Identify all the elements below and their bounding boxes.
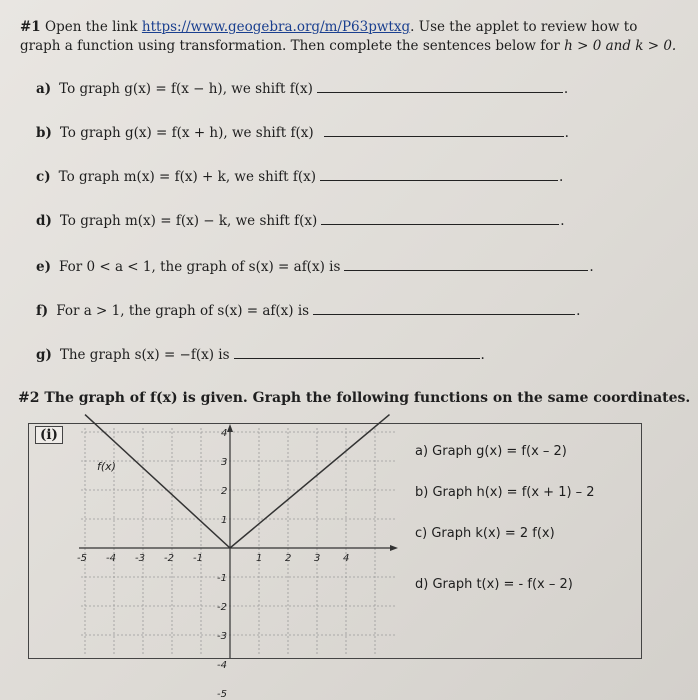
problem-1-condition: h > 0 and k > 0.: [564, 38, 677, 54]
item-end: .: [480, 347, 485, 363]
coordinate-plane[interactable]: [77, 424, 399, 700]
item-label: b): [36, 125, 52, 141]
curve-label: f(x): [97, 460, 116, 473]
answer-blank[interactable]: [320, 168, 558, 181]
problem-1-instructions: [20, 18, 680, 56]
x-tick-labels: [77, 553, 349, 564]
item-label: g): [36, 347, 52, 363]
answer-blank[interactable]: [321, 212, 559, 225]
item-label: e): [36, 259, 51, 275]
item-end: .: [576, 303, 581, 319]
x-tick-label: 1: [256, 553, 263, 564]
sentence-b: [36, 124, 569, 141]
answer-blank[interactable]: [313, 302, 575, 315]
part-label: (i): [35, 426, 63, 444]
x-tick-label: -4: [106, 553, 116, 564]
item-end: .: [564, 125, 569, 141]
item-end: .: [563, 81, 569, 97]
y-tick-label: -4: [217, 660, 227, 671]
sentence-g: [36, 346, 485, 363]
x-tick-label: -2: [164, 553, 174, 564]
item-text: For a > 1, the graph of s(x) = af(x) is: [56, 303, 310, 319]
y-tick-labels: [217, 428, 227, 700]
x-tick-label: -1: [193, 553, 203, 564]
y-tick-label: -1: [217, 573, 227, 584]
sentence-c: [36, 168, 563, 185]
item-text: For 0 < a < 1, the graph of s(x) = af(x) is: [58, 259, 341, 275]
x-tick-label: -3: [135, 553, 145, 564]
item-label: a): [36, 81, 52, 97]
answer-blank[interactable]: [324, 124, 564, 137]
item-text: To graph g(x) = f(x + h), we shift f(x): [59, 125, 314, 141]
item-label: f): [36, 303, 49, 319]
task-d: d) Graph t(x) = - f(x – 2): [415, 577, 573, 592]
y-tick-label: 1: [221, 515, 228, 526]
task-b: b) Graph h(x) = f(x + 1) – 2: [415, 485, 595, 500]
problem-1-text-after: . Use the applet to review how to graph a function using transformation. Then complete the sentences below for: [20, 19, 638, 54]
sentence-d: [36, 212, 565, 229]
x-tick-label: -5: [77, 553, 87, 564]
y-tick-label: 2: [221, 486, 228, 497]
item-text: The graph s(x) = −f(x) is: [59, 347, 230, 363]
y-tick-label: -5: [217, 689, 227, 700]
y-tick-label: -3: [217, 631, 227, 642]
sentence-e: [36, 258, 594, 275]
item-label: d): [36, 213, 52, 229]
item-text: To graph m(x) = f(x) − k, we shift f(x): [59, 213, 318, 229]
problem-2-heading: #2 The graph of f(x) is given. Graph the following functions on the same coordinates.: [18, 390, 691, 406]
y-tick-label: 4: [221, 428, 228, 439]
item-text: To graph g(x) = f(x − h), we shift f(x): [59, 81, 313, 97]
sentence-a: [36, 80, 568, 97]
task-c: c) Graph k(x) = 2 f(x): [415, 526, 555, 541]
x-tick-label: 4: [343, 553, 350, 564]
x-tick-label: 2: [285, 553, 292, 564]
sentence-f: [36, 302, 580, 319]
geogebra-link[interactable]: https://www.geogebra.org/m/P63pwtxg: [141, 19, 411, 35]
problem-1-text-before: Open the link: [45, 19, 142, 35]
answer-blank[interactable]: [317, 80, 563, 93]
item-end: .: [559, 169, 564, 185]
y-tick-label: 3: [221, 457, 228, 468]
y-axis-arrow: [227, 424, 233, 432]
y-tick-label: -2: [217, 602, 227, 613]
f-curve: [85, 415, 390, 548]
x-tick-label: 3: [314, 553, 321, 564]
x-axis-arrow: [390, 545, 398, 551]
graph-box: [28, 423, 642, 700]
answer-blank[interactable]: [234, 346, 480, 359]
item-end: .: [589, 259, 594, 275]
answer-blank[interactable]: [344, 258, 588, 271]
item-label: c): [36, 169, 51, 185]
problem-1-number: #1: [20, 19, 41, 35]
item-end: .: [560, 213, 565, 229]
item-text: To graph m(x) = f(x) + k, we shift f(x): [58, 169, 317, 185]
task-a: a) Graph g(x) = f(x – 2): [415, 444, 567, 459]
